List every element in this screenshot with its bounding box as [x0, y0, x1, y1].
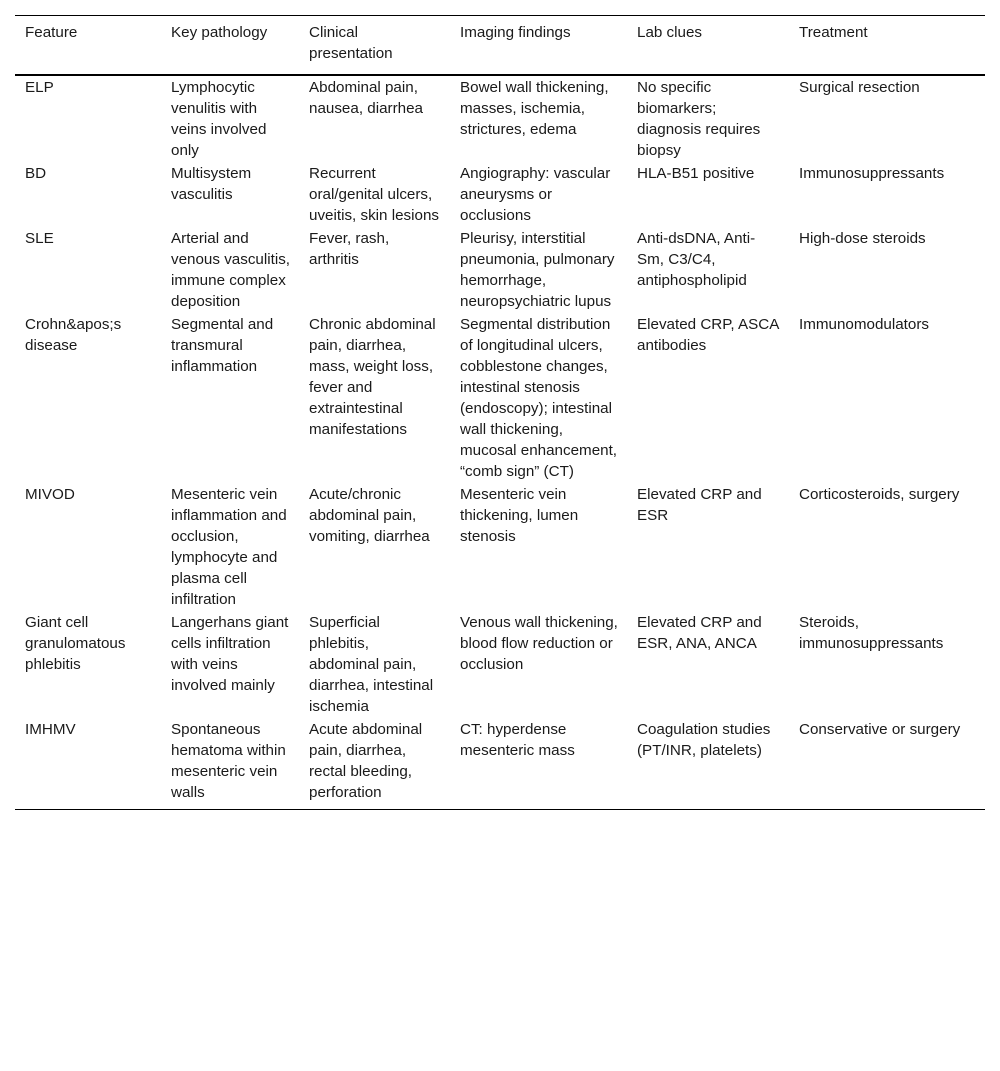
cell-lab-clues: HLA-B51 positive: [637, 165, 755, 182]
cell-treatment: Conservative or surgery: [799, 721, 961, 738]
table-row: [15, 162, 985, 227]
cell-treatment: Steroids, immunosuppressants: [799, 614, 944, 652]
cell-treatment: Immunosuppressants: [799, 165, 945, 182]
header-key-pathology: Key pathology: [171, 24, 268, 41]
cell-key-pathology: Mesenteric vein inflammation and occlusion, lymphocyte and plasma cell infiltration: [171, 486, 287, 608]
cell-key-pathology: Langerhans giant cells infiltration with veins involved mainly: [171, 614, 289, 694]
header-row: [15, 16, 985, 76]
cell-treatment: Corticosteroids, surgery: [799, 486, 960, 503]
cell-lab-clues: Elevated CRP, ASCA antibodies: [637, 316, 779, 354]
cell-imaging-findings: Pleurisy, interstitial pneumonia, pulmonary hemorrhage, neuropsychiatric lupus: [460, 230, 615, 310]
cell-clinical-presentation: Abdominal pain, nausea, diarrhea: [309, 79, 423, 117]
cell-clinical-presentation: Superficial phlebitis, abdominal pain, diarrhea, intestinal ischemia: [309, 614, 434, 715]
table-row: [15, 483, 985, 611]
cell-clinical-presentation: Recurrent oral/genital ulcers, uveitis, skin lesions: [309, 165, 439, 224]
header-lab-clues: Lab clues: [637, 24, 703, 41]
cell-clinical-presentation: Fever, rash, arthritis: [309, 230, 390, 268]
cell-lab-clues: Anti-dsDNA, Anti-Sm, C3/C4, antiphospholipid: [637, 230, 756, 289]
cell-imaging-findings: Venous wall thickening, blood flow reduction or occlusion: [460, 614, 618, 673]
cell-lab-clues: Coagulation studies (PT/INR, platelets): [637, 721, 771, 759]
cell-imaging-findings: Segmental distribution of longitudinal ulcers, cobblestone changes, intestinal stenosis (endoscopy); intestinal wall thickening, mucosal enhancement, “comb sign” (CT): [460, 316, 618, 480]
cell-feature: ELP: [25, 79, 54, 96]
cell-feature: Crohn&apos;s disease: [25, 316, 122, 354]
table-row: [15, 75, 985, 162]
cell-key-pathology: Multisystem vasculitis: [171, 165, 252, 203]
header-clinical-presentation: Clinical presentation: [309, 24, 393, 62]
comparison-table-container: [15, 15, 985, 810]
cell-treatment: High-dose steroids: [799, 230, 926, 247]
cell-treatment: Immunomodulators: [799, 316, 929, 333]
cell-feature: BD: [25, 165, 47, 182]
cell-feature: IMHMV: [25, 721, 76, 738]
table-row: [15, 718, 985, 810]
cell-treatment: Surgical resection: [799, 79, 920, 96]
cell-clinical-presentation: Chronic abdominal pain, diarrhea, mass, weight loss, fever and extraintestinal manifestations: [309, 316, 436, 438]
cell-lab-clues: Elevated CRP and ESR: [637, 486, 762, 524]
table-row: [15, 227, 985, 313]
cell-feature: Giant cell granulomatous phlebitis: [25, 614, 126, 673]
cell-key-pathology: Spontaneous hematoma within mesenteric vein walls: [171, 721, 286, 801]
cell-lab-clues: No specific biomarkers; diagnosis requires biopsy: [637, 79, 761, 159]
cell-imaging-findings: Mesenteric vein thickening, lumen stenosis: [460, 486, 579, 545]
table-body: [15, 75, 985, 810]
cell-feature: SLE: [25, 230, 54, 247]
header-treatment: Treatment: [799, 24, 868, 41]
header-imaging-findings: Imaging findings: [460, 24, 571, 41]
table-row: [15, 313, 985, 483]
header-feature: Feature: [25, 24, 78, 41]
cell-clinical-presentation: Acute abdominal pain, diarrhea, rectal bleeding, perforation: [309, 721, 423, 801]
comparison-table: [15, 15, 985, 810]
cell-key-pathology: Segmental and transmural inflammation: [171, 316, 274, 375]
table-row: [15, 611, 985, 718]
cell-imaging-findings: Bowel wall thickening, masses, ischemia, strictures, edema: [460, 79, 609, 138]
cell-imaging-findings: CT: hyperdense mesenteric mass: [460, 721, 575, 759]
cell-feature: MIVOD: [25, 486, 75, 503]
cell-clinical-presentation: Acute/chronic abdominal pain, vomiting, diarrhea: [309, 486, 430, 545]
cell-key-pathology: Lymphocytic venulitis with veins involved only: [171, 79, 267, 159]
cell-key-pathology: Arterial and venous vasculitis, immune complex deposition: [171, 230, 291, 310]
table-header: [15, 16, 985, 76]
cell-imaging-findings: Angiography: vascular aneurysms or occlusions: [460, 165, 611, 224]
cell-lab-clues: Elevated CRP and ESR, ANA, ANCA: [637, 614, 762, 652]
